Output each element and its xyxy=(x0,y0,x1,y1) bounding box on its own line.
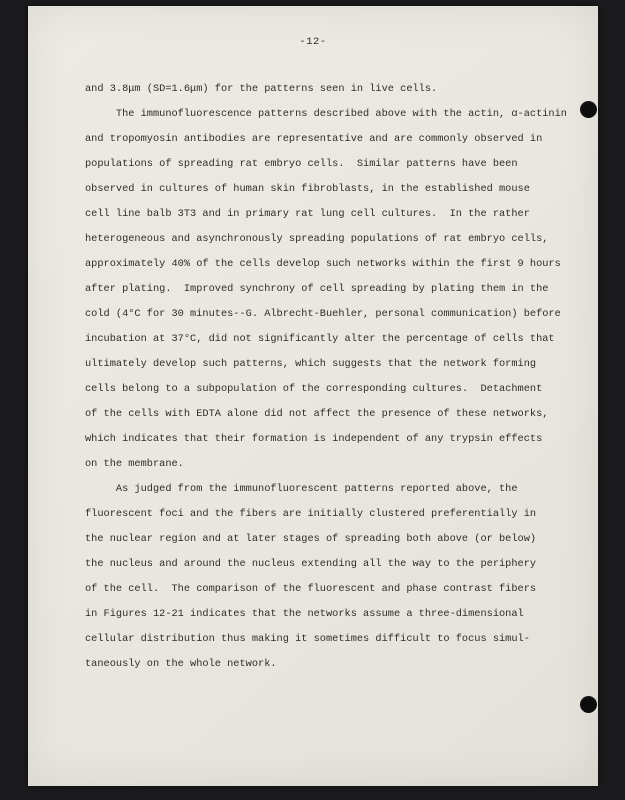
text-line: cell line balb 3T3 and in primary rat lung cell cultures. In the rather xyxy=(85,208,530,220)
page-body-text xyxy=(85,77,567,677)
text-line: cold (4°C for 30 minutes--G. Albrecht-Buehler, personal communication) before xyxy=(85,308,561,320)
text-line: of the cell. The comparison of the fluorescent and phase contrast fibers xyxy=(85,583,537,595)
text-line: on the membrane. xyxy=(85,458,184,470)
text-line: the nuclear region and at later stages of spreading both above (or below) xyxy=(85,533,537,545)
text-line: observed in cultures of human skin fibroblasts, in the established mouse xyxy=(85,183,530,195)
text-line: cellular distribution thus making it sometimes difficult to focus simul- xyxy=(85,633,530,645)
text-line: approximately 40% of the cells develop such networks within the first 9 hours xyxy=(85,258,561,270)
text-line: which indicates that their formation is independent of any trypsin effects xyxy=(85,433,543,445)
text-line: in Figures 12-21 indicates that the networks assume a three-dimensional xyxy=(85,608,524,620)
text-line: The immunofluorescence patterns described above with the actin, α-actinin xyxy=(85,108,567,120)
text-line: fluorescent foci and the fibers are initially clustered preferentially in xyxy=(85,508,537,520)
text-line: and tropomyosin antibodies are representative and are commonly observed in xyxy=(85,133,543,145)
text-line: and 3.8μm (SD=1.6μm) for the patterns seen in live cells. xyxy=(85,83,438,95)
text-line: cells belong to a subpopulation of the corresponding cultures. Detachment xyxy=(85,383,543,395)
text-line: of the cells with EDTA alone did not affect the presence of these networks, xyxy=(85,408,549,420)
text-line: incubation at 37°C, did not significantly alter the percentage of cells that xyxy=(85,333,555,345)
document-page xyxy=(28,6,598,786)
hole-punch-bottom xyxy=(580,696,597,713)
text-line: the nucleus and around the nucleus extending all the way to the periphery xyxy=(85,558,537,570)
text-line: taneously on the whole network. xyxy=(85,658,277,670)
text-line: populations of spreading rat embryo cells. Similar patterns have been xyxy=(85,158,518,170)
text-line: heterogeneous and asynchronously spreading populations of rat embryo cells, xyxy=(85,233,549,245)
hole-punch-top xyxy=(580,101,597,118)
text-line: As judged from the immunofluorescent patterns reported above, the xyxy=(85,483,518,495)
text-line: ultimately develop such patterns, which suggests that the network forming xyxy=(85,358,537,370)
page-number: -12- xyxy=(299,36,327,48)
text-line: after plating. Improved synchrony of cell spreading by plating them in the xyxy=(85,283,549,295)
